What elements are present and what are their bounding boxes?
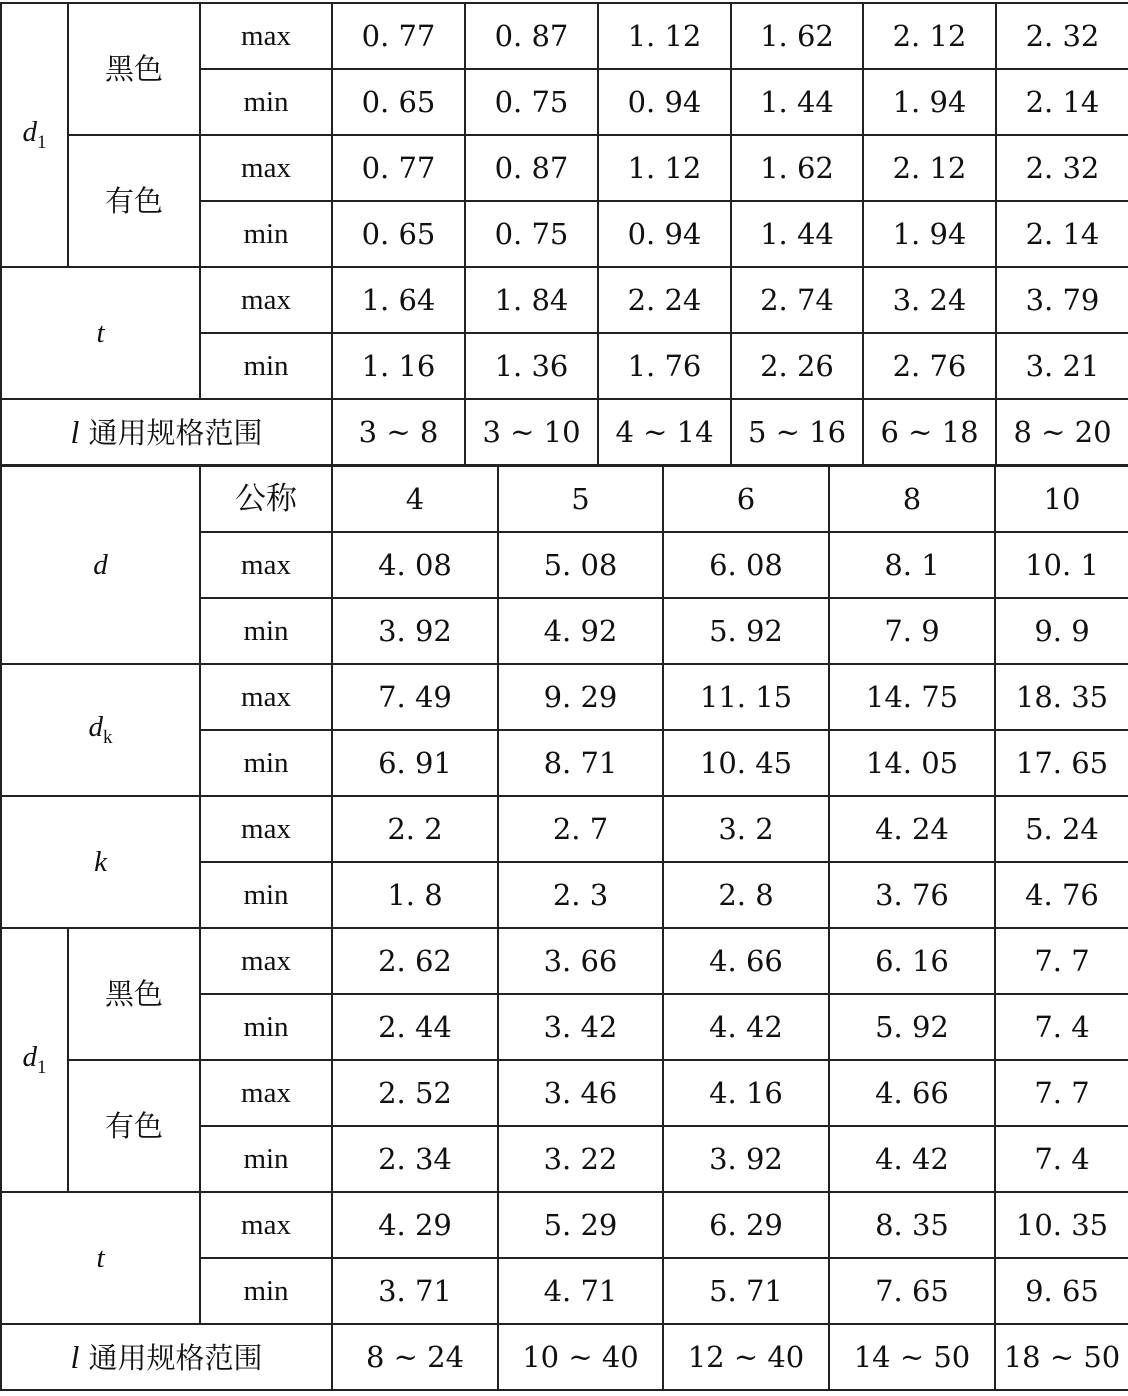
table-cell: 1. 76 (598, 333, 731, 399)
table-cell: 5. 24 (995, 796, 1128, 862)
table-cell: 7. 4 (995, 994, 1128, 1060)
table-cell: 3. 22 (498, 1126, 663, 1192)
table-cell: 2. 8 (663, 862, 829, 928)
table-cell: 5. 29 (498, 1192, 663, 1258)
table-cell: 8. 1 (829, 532, 995, 598)
table-cell: 5. 08 (498, 532, 663, 598)
d1-symbol: $d_1$ (1, 3, 68, 267)
table-cell: 18 ~ 50 (995, 1324, 1128, 1390)
table-cell: 2. 2 (332, 796, 498, 862)
table-cell: 9. 29 (498, 664, 663, 730)
table-cell: 3. 76 (829, 862, 995, 928)
table-row (1, 1060, 1128, 1126)
table-cell: 2. 76 (863, 333, 996, 399)
table-cell: 2. 52 (332, 1060, 498, 1126)
table-cell: 8. 35 (829, 1192, 995, 1258)
table-row (1, 135, 1128, 201)
table-row (1, 3, 1128, 69)
table-cell: 0. 65 (332, 201, 465, 267)
table-cell: 10 ~ 40 (498, 1324, 663, 1390)
table-cell: 1. 12 (598, 135, 731, 201)
table-cell: 14 ~ 50 (829, 1324, 995, 1390)
table-cell: 7. 4 (995, 1126, 1128, 1192)
table-cell: 3. 21 (996, 333, 1128, 399)
table-cell: 4 (332, 466, 498, 532)
spec-table-bottom (0, 465, 1128, 1391)
table-cell: 7. 7 (995, 928, 1128, 994)
table-cell: 5 (498, 466, 663, 532)
black-label: 黑色 (68, 3, 200, 135)
table-cell: 4. 66 (829, 1060, 995, 1126)
table-cell: 0. 94 (598, 201, 731, 267)
table-cell: 0. 75 (465, 69, 598, 135)
table-cell: 1. 62 (731, 135, 863, 201)
table-cell: 6. 08 (663, 532, 829, 598)
table-cell: 7. 49 (332, 664, 498, 730)
table-cell: 14. 75 (829, 664, 995, 730)
table-cell: 3 ~ 10 (465, 399, 598, 465)
table-cell: 12 ~ 40 (663, 1324, 829, 1390)
bound-label: max (200, 135, 332, 201)
table-cell: 1. 36 (465, 333, 598, 399)
table-cell: 8. 71 (498, 730, 663, 796)
table-cell: 17. 65 (995, 730, 1128, 796)
table-row (1, 928, 1128, 994)
table-cell: 1. 84 (465, 267, 598, 333)
table-cell: 1. 44 (731, 69, 863, 135)
table-cell: 0. 94 (598, 69, 731, 135)
table-cell: 0. 65 (332, 69, 465, 135)
table-cell: 3. 42 (498, 994, 663, 1060)
table-cell: 5. 92 (829, 994, 995, 1060)
table-cell: 2. 14 (996, 69, 1128, 135)
table-cell: 3. 92 (332, 598, 498, 664)
table-cell: 2. 3 (498, 862, 663, 928)
table-cell: 8 ~ 24 (332, 1324, 498, 1390)
table-cell: 4. 29 (332, 1192, 498, 1258)
l-range-label: l 通用规格范围 (1, 399, 332, 465)
table-cell: 10. 1 (995, 532, 1128, 598)
table-cell: 5 ~ 16 (731, 399, 863, 465)
table-cell: 2. 34 (332, 1126, 498, 1192)
table-cell: 10. 45 (663, 730, 829, 796)
table-cell: 4. 08 (332, 532, 498, 598)
table-cell: 2. 14 (996, 201, 1128, 267)
bound-label: min (200, 69, 332, 135)
table-cell: 0. 77 (332, 135, 465, 201)
table-cell: 0. 87 (465, 3, 598, 69)
table-cell: 1. 16 (332, 333, 465, 399)
table-cell: 7. 9 (829, 598, 995, 664)
table-row (1, 796, 1128, 862)
bound-label: min (200, 1258, 332, 1324)
table-row (1, 466, 1128, 532)
table-cell: 18. 35 (995, 664, 1128, 730)
dk-symbol: $d_k$ (1, 664, 200, 796)
table-cell: 4. 76 (995, 862, 1128, 928)
table-cell: 2. 12 (863, 135, 996, 201)
bound-label: max (200, 796, 332, 862)
table-cell: 6 (663, 466, 829, 532)
t-symbol: t (1, 267, 200, 399)
table-cell: 2. 44 (332, 994, 498, 1060)
table-row (1, 1192, 1128, 1258)
d-symbol: d (1, 466, 200, 664)
table-cell: 2. 7 (498, 796, 663, 862)
table-cell: 10. 35 (995, 1192, 1128, 1258)
table-cell: 1. 64 (332, 267, 465, 333)
table-cell: 5. 71 (663, 1258, 829, 1324)
table-cell: 3. 66 (498, 928, 663, 994)
bound-label: min (200, 730, 332, 796)
table-cell: 1. 8 (332, 862, 498, 928)
table-cell: 9. 9 (995, 598, 1128, 664)
table-row (1, 399, 1128, 465)
table-cell: 2. 74 (731, 267, 863, 333)
table-cell: 4. 16 (663, 1060, 829, 1126)
table-cell: 14. 05 (829, 730, 995, 796)
nominal-label: 公称 (200, 466, 332, 532)
t-symbol: t (1, 1192, 200, 1324)
bound-label: max (200, 267, 332, 333)
table-cell: 1. 44 (731, 201, 863, 267)
bound-label: min (200, 862, 332, 928)
table-cell: 2. 24 (598, 267, 731, 333)
bound-label: max (200, 1192, 332, 1258)
bound-label: max (200, 532, 332, 598)
table-cell: 7. 7 (995, 1060, 1128, 1126)
table-cell: 4. 66 (663, 928, 829, 994)
bound-label: min (200, 1126, 332, 1192)
table-cell: 3. 92 (663, 1126, 829, 1192)
d1-symbol: $d_1$ (1, 928, 68, 1192)
table-cell: 3 ~ 8 (332, 399, 465, 465)
k-symbol: k (1, 796, 200, 928)
table-cell: 9. 65 (995, 1258, 1128, 1324)
table-cell: 3. 46 (498, 1060, 663, 1126)
bound-label: max (200, 3, 332, 69)
bound-label: min (200, 201, 332, 267)
table-cell: 8 (829, 466, 995, 532)
table-cell: 1. 94 (863, 201, 996, 267)
table-cell: 4. 71 (498, 1258, 663, 1324)
table-cell: 3. 71 (332, 1258, 498, 1324)
table-cell: 1. 94 (863, 69, 996, 135)
bound-label: max (200, 664, 332, 730)
table-cell: 2. 26 (731, 333, 863, 399)
table-cell: 3. 2 (663, 796, 829, 862)
table-cell: 6 ~ 18 (863, 399, 996, 465)
table-row (1, 664, 1128, 730)
table-cell: 0. 77 (332, 3, 465, 69)
bound-label: max (200, 928, 332, 994)
bound-label: max (200, 1060, 332, 1126)
table-cell: 6. 16 (829, 928, 995, 994)
table-cell: 8 ~ 20 (996, 399, 1128, 465)
table-cell: 10 (995, 466, 1128, 532)
bound-label: min (200, 994, 332, 1060)
table-cell: 5. 92 (663, 598, 829, 664)
table-cell: 1. 12 (598, 3, 731, 69)
black-label: 黑色 (68, 928, 200, 1060)
spec-table-top (0, 2, 1128, 466)
bound-label: min (200, 598, 332, 664)
table-cell: 1. 62 (731, 3, 863, 69)
bound-label: min (200, 333, 332, 399)
table-row (1, 1324, 1128, 1390)
table-cell: 4. 42 (829, 1126, 995, 1192)
table-cell: 11. 15 (663, 664, 829, 730)
table-cell: 0. 87 (465, 135, 598, 201)
colored-label: 有色 (68, 1060, 200, 1192)
table-cell: 3. 79 (996, 267, 1128, 333)
l-range-label: l 通用规格范围 (1, 1324, 332, 1390)
table-cell: 6. 29 (663, 1192, 829, 1258)
table-cell: 2. 12 (863, 3, 996, 69)
colored-label: 有色 (68, 135, 200, 267)
table-cell: 7. 65 (829, 1258, 995, 1324)
table-row (1, 267, 1128, 333)
table-cell: 4. 92 (498, 598, 663, 664)
table-cell: 3. 24 (863, 267, 996, 333)
table-cell: 4. 42 (663, 994, 829, 1060)
table-cell: 2. 32 (996, 3, 1128, 69)
table-cell: 4. 24 (829, 796, 995, 862)
table-cell: 6. 91 (332, 730, 498, 796)
table-cell: 2. 32 (996, 135, 1128, 201)
table-cell: 4 ~ 14 (598, 399, 731, 465)
table-cell: 2. 62 (332, 928, 498, 994)
table-cell: 0. 75 (465, 201, 598, 267)
